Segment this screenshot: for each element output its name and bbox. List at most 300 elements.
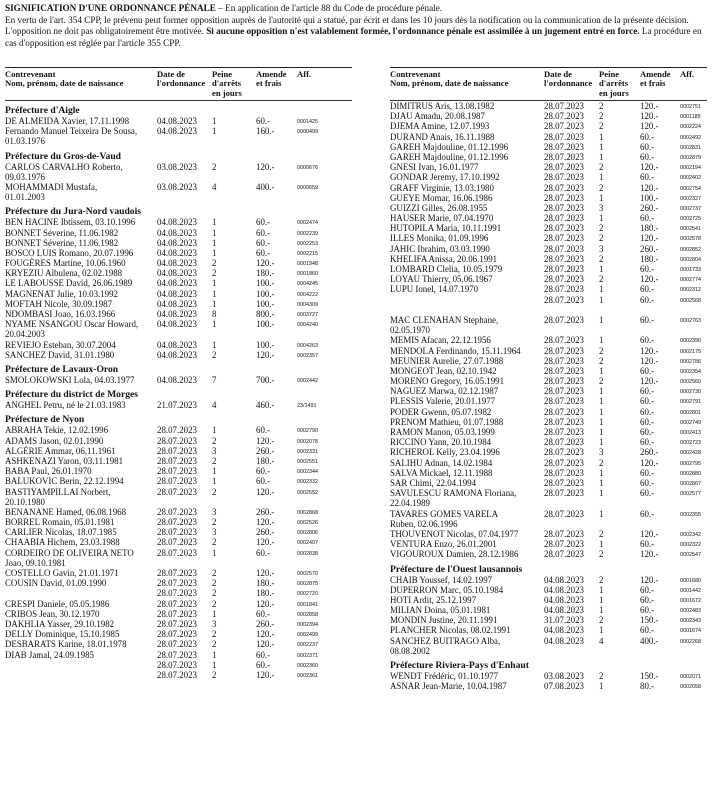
order-date-line: 28.07.2023 (157, 435, 197, 446)
offender-name (390, 539, 497, 549)
fine-amount-line: 60.- (640, 584, 655, 595)
fine-amount-line: 60.- (256, 217, 271, 228)
section-title: Préfecture de l'Ouest lausannois (390, 563, 523, 575)
arrest-days (212, 466, 216, 476)
arrest-days-line: 1 (599, 406, 604, 417)
table-row (390, 575, 707, 585)
fine-amount-line: 460.- (256, 400, 275, 411)
arrest-days (212, 609, 216, 619)
arrest-days (599, 274, 603, 284)
arrest-days-line: 1 (212, 217, 217, 228)
name-line: JAHIC Ibrahim, 03.03.1990 (390, 243, 490, 254)
intro-tail: La procédure en cas d'opposition est réglée par l'article 355 CPP. (5, 26, 702, 48)
case-ref-line: 0002570 (297, 571, 318, 578)
fine-amount-line: 120.- (256, 258, 275, 269)
offender-name (390, 213, 493, 223)
header-c4 (256, 70, 294, 89)
arrest-days-line: 2 (212, 669, 217, 680)
arrest-days (599, 636, 603, 646)
name-line: PLESSIS Valerie, 20.01.1977 (390, 396, 496, 407)
fine-amount-line: 120.- (256, 568, 275, 579)
order-date (544, 366, 584, 376)
header-c1 (5, 70, 150, 89)
offender-name (5, 289, 118, 299)
fine-amount (256, 309, 275, 319)
fine-amount-line: 120.- (256, 669, 275, 680)
table-row (390, 636, 707, 656)
order-date-line: 28.07.2023 (544, 284, 584, 295)
order-date-line: 28.07.2023 (544, 406, 584, 417)
arrest-days-line: 1 (212, 126, 217, 137)
fine-amount (256, 375, 275, 385)
arrest-days (599, 427, 603, 437)
order-date-line: 28.07.2023 (544, 477, 584, 488)
case-ref-line: 0002390 (680, 338, 701, 345)
arrest-days (599, 356, 603, 366)
order-date-line: 28.07.2023 (544, 202, 584, 213)
table-row (5, 517, 352, 527)
name-line: KRYEZIU Albulena, 02.02.1988 (5, 268, 123, 279)
fine-amount (256, 507, 275, 517)
case-ref (297, 651, 318, 682)
name-line: GAREH Majdouline, 01.12.1996 (390, 141, 509, 152)
offender-name (5, 258, 126, 268)
fine-amount (640, 437, 654, 447)
arrest-days (599, 458, 603, 468)
order-date (157, 162, 197, 172)
table-row (390, 101, 707, 111)
fine-amount (640, 615, 659, 625)
name-line: DJEMA Amine, 12.07.1993 (390, 121, 490, 132)
table-row (5, 425, 352, 435)
arrest-days (599, 284, 603, 304)
order-date-line: 28.07.2023 (544, 192, 584, 203)
case-ref-line: 0004222 (297, 291, 318, 298)
order-date-line: 03.08.2023 (157, 161, 197, 172)
name-line: GRAFF Virginie, 13.03.1980 (390, 182, 494, 193)
arrest-days (599, 162, 603, 172)
offender-name (5, 425, 108, 435)
table-row (390, 356, 707, 366)
fine-amount (640, 223, 659, 233)
fine-amount-line: 120.- (256, 435, 275, 446)
table-row (390, 396, 707, 406)
arrest-days-line: 2 (212, 639, 217, 650)
header-text: Peine (599, 69, 620, 79)
case-ref-line: 0002428 (680, 450, 701, 457)
case-ref-line: 0002568 (680, 297, 701, 304)
fine-amount-line: 180.- (640, 253, 659, 264)
table-row (390, 264, 707, 274)
order-date (544, 142, 584, 152)
case-ref-line: 0002442 (297, 378, 318, 384)
arrest-days (599, 407, 603, 417)
arrest-days (212, 487, 216, 497)
order-date-line: 04.08.2023 (544, 574, 584, 585)
offender-name (5, 217, 135, 227)
order-date (157, 548, 197, 558)
name-line: CHAABIA Hichem, 23.03.1988 (5, 537, 120, 548)
section-title: Préfecture de Lavaux-Oron (5, 364, 119, 375)
offender-name (390, 142, 508, 152)
arrest-days-line: 2 (212, 629, 217, 640)
fine-amount-line: 60.- (640, 396, 655, 407)
arrest-days (599, 529, 603, 539)
intro-paragraph: En vertu de l'art. 354 CPP, le prévenu peut former opposition auprès de l'autorité qui a statué, par écrit et dans les 10 jours dès la notification ou la communication de la présente décision. L'opposition ne doit pas obligatoirement être motivée. (5, 14, 689, 36)
arrest-days-line: 2 (599, 671, 604, 682)
order-date (157, 217, 197, 227)
offender-name (390, 615, 497, 625)
table-row (5, 548, 352, 568)
arrest-days-line: 4 (212, 400, 217, 411)
case-ref-line: 0002730 (680, 389, 701, 396)
name-line: VENTURA Enzo, 26.01.2001 (390, 539, 497, 550)
arrest-days (599, 335, 603, 345)
order-date (157, 476, 197, 486)
case-ref-line: 0002858 (297, 611, 318, 618)
arrest-days (599, 223, 603, 233)
arrest-days (599, 121, 603, 131)
offender-name (5, 268, 122, 278)
name-line: BALUKOVIC Berin, 22.12.1994 (5, 476, 124, 487)
table-row (5, 639, 352, 649)
name-line: ABRAHA Tekie, 12.02.1996 (5, 425, 109, 436)
order-date (157, 436, 197, 446)
fine-amount-line: 60.- (640, 488, 655, 499)
fine-amount (640, 447, 659, 457)
name-line: LE LABOUSSE David, 26.06.1989 (5, 278, 133, 289)
offender-name (5, 487, 111, 507)
arrest-days (212, 340, 216, 350)
arrest-days-line: 2 (212, 349, 217, 360)
arrest-days (212, 456, 216, 466)
fine-amount (256, 289, 275, 299)
fine-amount-line: 260.- (640, 447, 659, 458)
fine-amount-line: 260.- (256, 618, 275, 629)
fine-amount (256, 446, 275, 456)
table-row (390, 366, 707, 376)
fine-amount-line: 100.- (256, 288, 275, 299)
fine-amount-line: 180.- (256, 268, 275, 279)
case-ref-line: 0002327 (680, 195, 701, 202)
table-row (390, 447, 707, 457)
order-date-line: 04.08.2023 (157, 319, 197, 330)
order-date (544, 233, 584, 243)
order-date (544, 447, 584, 457)
fine-amount (256, 350, 275, 360)
case-ref-line: 0002868 (297, 509, 318, 516)
table-row (390, 625, 707, 635)
fine-amount (640, 172, 654, 182)
arrest-days-line: 3 (212, 618, 217, 629)
fine-amount (640, 366, 654, 376)
order-date (157, 116, 197, 126)
order-date-line: 28.07.2023 (544, 101, 584, 111)
arrest-days (599, 366, 603, 376)
order-date (157, 258, 197, 268)
case-ref-line: 0002725 (680, 216, 701, 223)
arrest-days-line: 2 (599, 457, 604, 468)
arrest-days (599, 132, 603, 142)
arrest-days-line: 2 (212, 435, 217, 446)
fine-amount (640, 213, 654, 223)
table-row (390, 437, 707, 447)
name-line: ALGÉRIE Ammar, 06.11.1961 (5, 445, 116, 456)
arrest-days (599, 549, 603, 559)
case-ref (680, 637, 701, 647)
table-row (390, 254, 707, 264)
order-date (157, 456, 197, 466)
order-date-line: 28.07.2023 (544, 264, 584, 274)
table-row (390, 386, 707, 396)
table-row (5, 629, 352, 639)
name-line: PRENOM Mathieu, 01.07.1988 (390, 416, 504, 427)
fine-amount-line: 180.- (256, 578, 275, 589)
name-line: MENDOLA Ferdinando, 15.11.1964 (390, 345, 521, 356)
fine-amount-line: 60.- (640, 294, 655, 305)
order-date-line: 28.07.2023 (157, 568, 197, 579)
order-date (157, 126, 197, 136)
order-date (544, 458, 584, 468)
table-row (390, 132, 707, 142)
order-date (157, 375, 197, 385)
fine-amount (256, 217, 270, 227)
arrest-days-line: 1 (212, 288, 217, 299)
order-date (544, 254, 584, 264)
name-line: CRIBOS Jean, 30.12.1970 (5, 608, 100, 619)
fine-amount-line: 400.- (640, 635, 659, 646)
order-date (544, 427, 584, 437)
table-row (5, 289, 352, 299)
case-ref (680, 316, 701, 326)
case-ref-line: 0002194 (680, 165, 701, 172)
offender-name (5, 162, 123, 182)
arrest-days (212, 599, 216, 609)
case-ref (297, 183, 318, 193)
offender-name (390, 671, 498, 681)
arrest-days (599, 213, 603, 223)
arrest-days (599, 595, 603, 605)
offender-name (390, 152, 508, 162)
offender-name (390, 223, 501, 233)
fine-amount (640, 458, 659, 468)
table-row (5, 619, 352, 629)
offender-name (390, 376, 504, 386)
table-row (390, 233, 707, 243)
arrest-days-line: 1 (599, 625, 604, 636)
order-date (157, 340, 197, 350)
offender-name (390, 356, 503, 366)
offender-name (390, 162, 479, 172)
arrest-days-line: 1 (599, 594, 604, 605)
offender-name (5, 436, 103, 446)
arrest-days (212, 116, 216, 126)
arrest-days (599, 101, 603, 111)
case-ref-line: 0002801 (680, 409, 701, 416)
case-ref-line: 0002361 (297, 672, 318, 679)
offender-name (390, 101, 494, 111)
offender-name (5, 476, 124, 486)
order-date (157, 400, 197, 410)
order-date-line: 28.07.2023 (544, 182, 584, 193)
order-date-line: 28.07.2023 (544, 141, 584, 152)
case-ref-line: 0002268 (680, 638, 701, 645)
order-date-line: 28.07.2023 (544, 416, 584, 427)
fine-amount-line: 180.- (256, 588, 275, 599)
fine-amount-line: 120.- (256, 161, 275, 172)
fine-amount-line: 120.- (640, 182, 659, 193)
table-row (5, 537, 352, 547)
case-ref-line: 0002322 (680, 542, 701, 549)
case-ref-line: 0004263 (297, 342, 318, 349)
header-text: Date de (544, 69, 572, 79)
fine-amount (640, 274, 659, 284)
case-ref-line: 0002786 (680, 358, 701, 365)
order-date (544, 183, 584, 193)
fine-amount-line: 120.- (640, 101, 659, 111)
fine-amount-line: 120.- (256, 486, 275, 497)
name-line: ADAMS Jason, 02.01.1990 (5, 435, 104, 446)
arrest-days-line: 1 (599, 192, 604, 203)
header-text: Nom, prénom, date de naissance (5, 78, 124, 89)
fine-amount-line: 60.- (256, 476, 271, 487)
case-ref (297, 127, 318, 137)
name-line: CRESPI Daniele, 05.05.1986 (5, 598, 110, 609)
order-date-line: 28.07.2023 (157, 527, 197, 538)
order-date (544, 162, 584, 172)
order-date (544, 488, 584, 498)
name-line: CARLOS CARVALHO Roberto, (5, 161, 123, 172)
section-title: Préfecture de Nyon (5, 414, 85, 426)
fine-amount (640, 193, 659, 203)
fine-amount (640, 488, 654, 498)
order-date (544, 101, 584, 111)
arrest-days (599, 575, 603, 585)
offender-name (390, 254, 497, 264)
case-ref-line: 0002879 (680, 154, 701, 161)
order-date (157, 507, 197, 517)
table-row (390, 595, 707, 605)
offender-name (390, 183, 494, 193)
name-line: BONNET Séverine, 11.06.1982 (5, 237, 119, 248)
order-date (157, 238, 197, 248)
table-row (390, 671, 707, 681)
table-row (5, 476, 352, 486)
arrest-days-line: 1 (212, 466, 217, 477)
case-ref-line: 0002577 (680, 491, 701, 498)
order-date (544, 437, 584, 447)
name-line: SAVULESCU RAMONA Floriana, (390, 488, 517, 499)
arrest-days-line: 1 (212, 319, 217, 330)
fine-amount (256, 228, 270, 238)
case-ref-line: 0002237 (297, 642, 318, 649)
arrest-days (212, 228, 216, 238)
arrest-days (212, 619, 216, 629)
fine-amount-line: 60.- (640, 314, 655, 325)
arrest-days-line: 1 (599, 335, 604, 346)
order-date-line: 28.07.2023 (157, 455, 197, 466)
order-date (157, 527, 197, 537)
arrest-days-line: 2 (599, 121, 604, 132)
case-ref-line: 0002806 (297, 530, 318, 537)
fine-amount-line: 60.- (256, 237, 271, 248)
offender-name (5, 639, 127, 649)
order-date-line: 28.07.2023 (544, 467, 584, 478)
offender-name (390, 575, 492, 585)
name-line: LOMBARD Clelia, 10.05.1979 (390, 264, 503, 274)
fine-amount (640, 284, 654, 304)
fine-amount-line: 60.- (640, 131, 655, 142)
case-ref-line: 0002852 (680, 246, 701, 253)
table-row (5, 507, 352, 517)
offender-name (390, 605, 490, 615)
case-ref-line: 0002751 (680, 104, 701, 110)
fine-amount (640, 549, 659, 559)
order-date-line: 28.07.2023 (544, 223, 584, 234)
case-ref (297, 320, 318, 330)
order-date (544, 585, 584, 595)
fine-amount (640, 595, 654, 605)
name-line: SANCHEZ BUITRAGO Alba, (390, 635, 501, 646)
header-text: Contrevenant (390, 69, 441, 79)
header-text: Amende (640, 69, 671, 79)
order-date-line: 04.08.2023 (544, 584, 584, 595)
offender-name (5, 466, 92, 476)
arrest-days (212, 162, 216, 172)
order-date-line: 28.07.2023 (544, 508, 584, 519)
table-row (390, 468, 707, 478)
fine-amount (640, 233, 659, 243)
arrest-days-line: 2 (599, 162, 604, 173)
offender-name (5, 527, 117, 537)
table-row (390, 152, 707, 162)
table-row (5, 400, 352, 410)
order-date-line: 28.07.2023 (544, 457, 584, 468)
arrest-days-line: 1 (599, 584, 604, 595)
order-date (157, 182, 197, 192)
arrest-days (212, 548, 216, 558)
case-ref (297, 549, 318, 559)
name-line: SALIHU Adnan, 14.02.1984 (390, 457, 493, 468)
arrest-days-line: 1 (599, 508, 604, 519)
name-line: SANCHEZ David, 31.01.1980 (5, 349, 115, 360)
case-ref-line: 0002332 (297, 479, 318, 486)
case-ref-line: 0001185 (680, 114, 701, 121)
offender-name (5, 609, 99, 619)
arrest-days-line: 1 (599, 467, 604, 478)
order-date (544, 346, 584, 356)
arrest-days (599, 681, 603, 691)
arrest-days-line: 1 (599, 314, 604, 325)
case-ref-line: 0002215 (297, 250, 318, 257)
intro-text (5, 3, 705, 49)
header-c5 (297, 70, 317, 79)
arrest-days (212, 258, 216, 268)
arrest-days-line: 1 (212, 278, 217, 289)
arrest-days-line: 1 (599, 172, 604, 183)
offender-name (5, 116, 129, 126)
offender-name (390, 264, 502, 274)
fine-amount-line: 120.- (256, 349, 275, 360)
name-line: CARLIER Nicolas, 18.07.1985 (5, 527, 117, 538)
fine-amount (256, 466, 270, 476)
order-date (544, 264, 584, 274)
order-date-line: 28.07.2023 (544, 447, 584, 458)
order-date-line: 28.07.2023 (157, 659, 197, 670)
arrest-days-line: 4 (212, 181, 217, 192)
case-ref-line: 0003727 (297, 312, 318, 319)
fine-amount (640, 681, 654, 691)
